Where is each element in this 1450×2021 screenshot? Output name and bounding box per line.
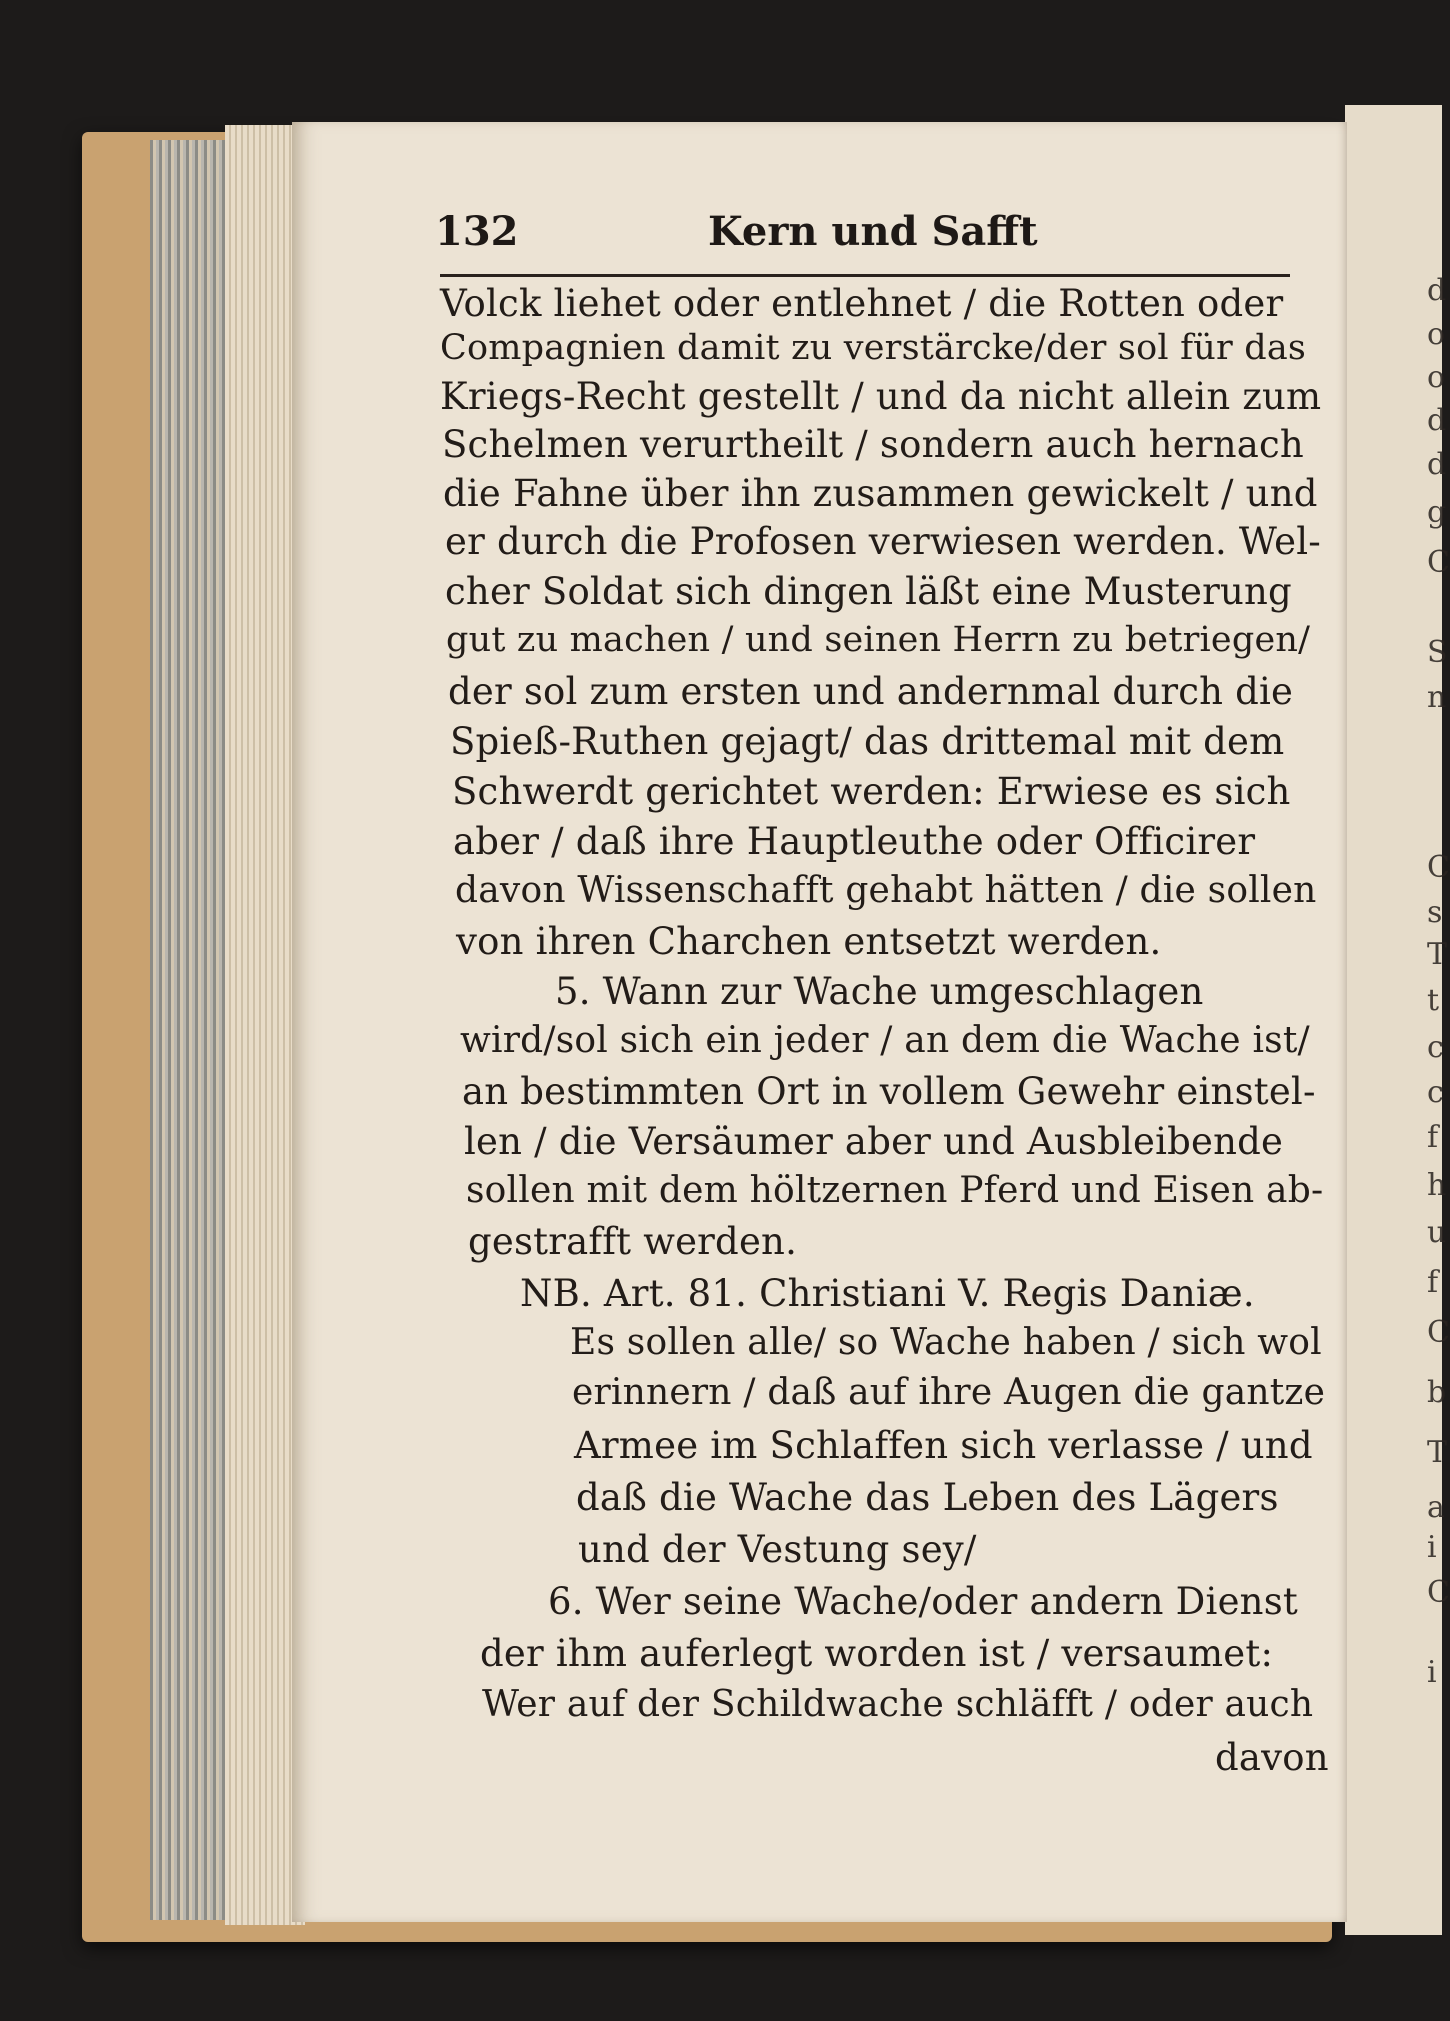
facing-letter: i (1427, 1530, 1437, 1565)
facing-letter: T (1427, 1435, 1448, 1470)
text-line: sollen mit dem höltzernen Pferd und Eisen ab- (466, 1170, 1324, 1211)
facing-letter: C (1427, 1315, 1450, 1350)
facing-letter: n (1427, 680, 1447, 715)
facing-letter: h (1427, 1168, 1447, 1203)
facing-letter: c (1427, 1075, 1444, 1110)
facing-letter: s (1427, 895, 1443, 930)
page-number: 132 (435, 208, 519, 255)
text-line: daß die Wache das Leben des Lägers (576, 1476, 1279, 1519)
text-line: cher Soldat sich dingen läßt eine Musterung (445, 570, 1292, 613)
facing-letter: a (1427, 1490, 1445, 1525)
facing-letter: c (1427, 1030, 1444, 1065)
facing-letter: d (1427, 447, 1447, 482)
facing-letter: o (1427, 360, 1446, 395)
facing-letter: t (1427, 983, 1440, 1018)
facing-letter: g (1427, 495, 1447, 530)
facing-letter: C (1427, 850, 1450, 885)
text-line: und der Vestung sey/ (578, 1528, 977, 1571)
text-line: Wer auf der Schildwache schläfft / oder auch (482, 1684, 1314, 1725)
text-line: der ihm auferlegt worden ist / versaumet: (480, 1632, 1274, 1675)
facing-letter: T (1427, 937, 1448, 972)
facing-letter: f (1427, 1265, 1439, 1300)
facing-letter: d (1427, 273, 1447, 308)
text-line: davon Wissenschafft gehabt hätten / die sollen (455, 870, 1317, 911)
text-line: davon (1215, 1736, 1329, 1779)
facing-letter: u (1427, 1215, 1447, 1250)
text-line: Schwerdt gerichtet werden: Erwiese es sich (452, 770, 1291, 813)
running-title: Kern und Safft (708, 208, 1038, 255)
header-rule (440, 274, 1290, 277)
text-line: Volck liehet oder entlehnet / die Rotten oder (440, 282, 1284, 325)
text-line: er durch die Profosen verwiesen werden. Wel- (445, 520, 1321, 563)
facing-letter: d (1427, 403, 1447, 438)
text-line: 6. Wer seine Wache/oder andern Dienst (548, 1580, 1298, 1623)
text-line: gestrafft werden. (468, 1220, 798, 1263)
text-line: NB. Art. 81. Christiani V. Regis Daniæ. (520, 1272, 1255, 1315)
text-line: gut zu machen / und seinen Herrn zu betriegen/ (446, 620, 1311, 660)
text-line: an bestimmten Ort in vollem Gewehr einstel- (462, 1070, 1316, 1113)
facing-letter: C (1427, 545, 1450, 580)
text-line: Armee im Schlaffen sich verlasse / und (574, 1424, 1313, 1467)
text-line: aber / daß ihre Hauptleuthe oder Officirer (453, 820, 1256, 863)
text-line: die Fahne über ihn zusammen gewickelt / und (443, 472, 1318, 515)
facing-letter: f (1427, 1120, 1439, 1155)
facing-letter: S (1427, 635, 1448, 670)
text-line: len / die Versäumer aber und Ausbleibende (464, 1120, 1284, 1163)
text-line: Spieß-Ruthen gejagt/ das drittemal mit dem (450, 720, 1285, 763)
text-line: Compagnien damit zu verstärcke/der sol für das (440, 328, 1307, 368)
text-line: von ihren Charchen entsetzt werden. (456, 920, 1162, 963)
text-line: der sol zum ersten und andernmal durch die (448, 670, 1294, 713)
facing-letter: b (1427, 1375, 1447, 1410)
text-line: Es sollen alle/ so Wache haben / sich wol (570, 1322, 1322, 1363)
text-line: Kriegs-Recht gestellt / und da nicht allein zum (440, 375, 1322, 418)
facing-page-edge (1345, 105, 1450, 1935)
text-line: Schelmen verurtheilt / sondern auch hernach (442, 423, 1304, 466)
facing-letter: o (1427, 317, 1446, 352)
facing-letter: C (1427, 1575, 1450, 1610)
text-line: erinnern / daß auf ihre Augen die gantze (572, 1372, 1326, 1413)
facing-letter: i (1427, 1655, 1437, 1690)
text-line: wird/sol sich ein jeder / an dem die Wache ist/ (460, 1020, 1310, 1061)
text-line: 5. Wann zur Wache umgeschlagen (555, 970, 1204, 1013)
